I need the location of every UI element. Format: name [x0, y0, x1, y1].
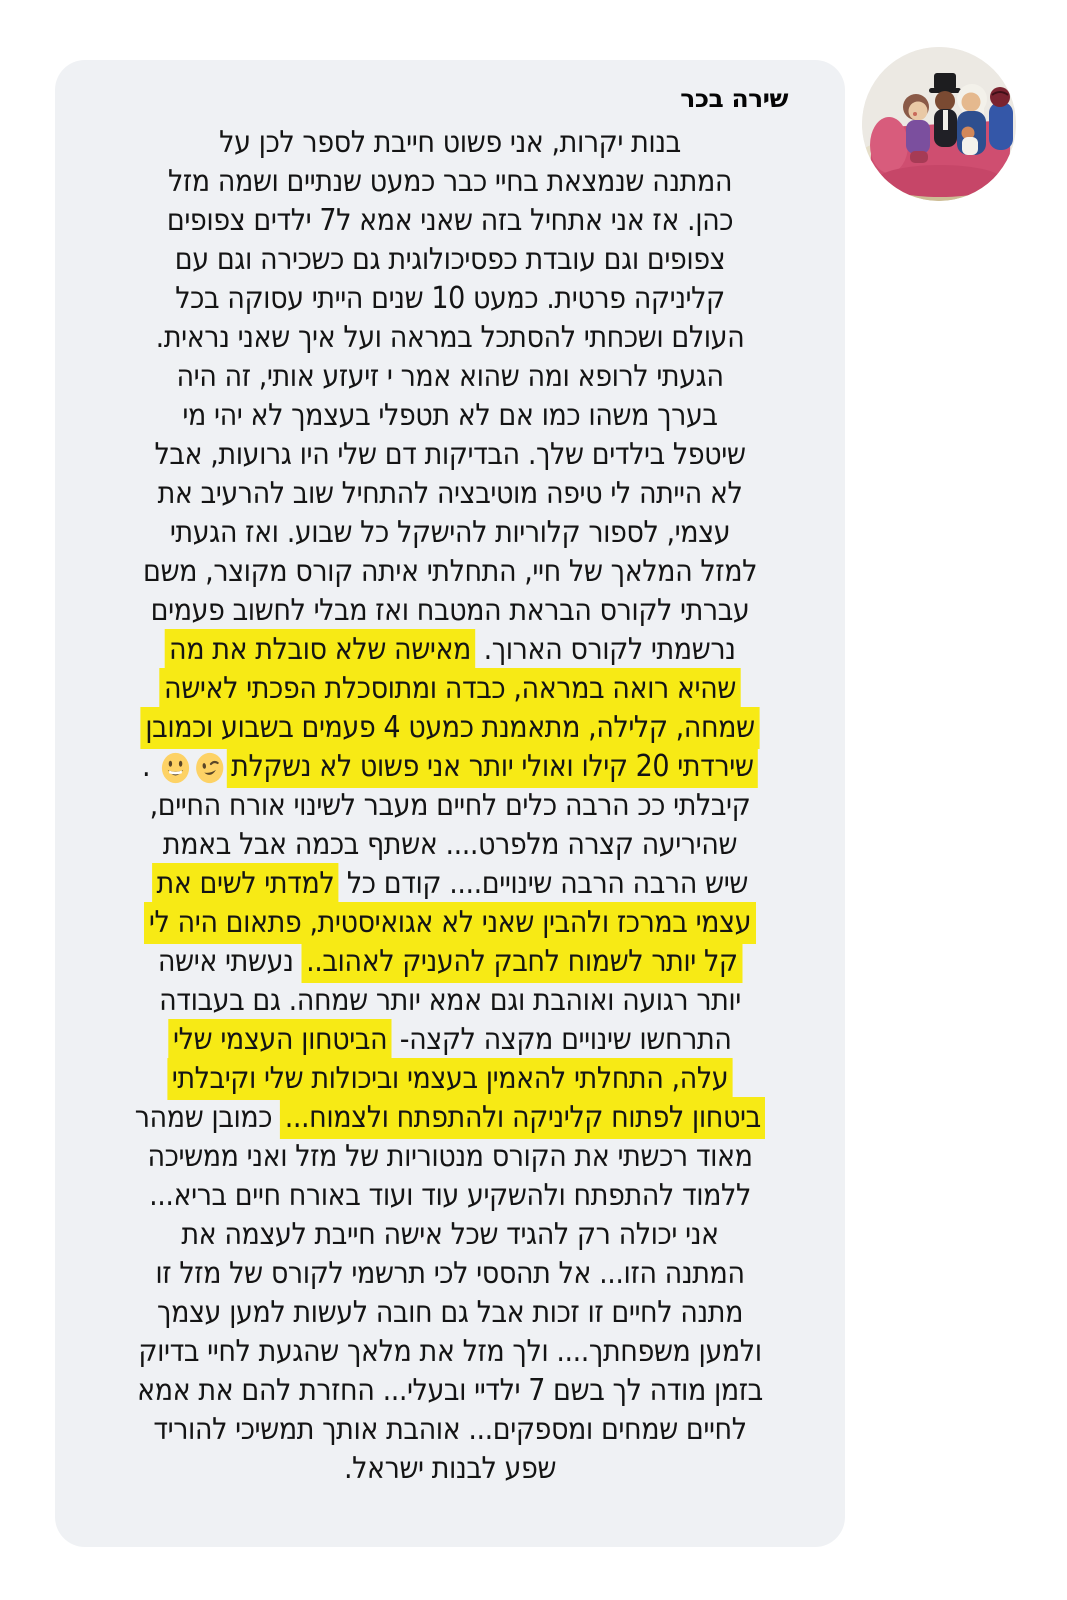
post-text-line [117, 708, 783, 747]
text-segment: למזל המלאך של חיי, התחלתי איתה קורס מקוצר, משם [143, 554, 757, 589]
post-text [80, 123, 820, 1488]
text-segment: לחיים שמחים ומספקים... אוהבת אותך תמשיכי להוריד [153, 1412, 747, 1447]
post-text-line [117, 240, 783, 279]
post-text-line [117, 1215, 783, 1254]
post-text-line [117, 630, 783, 669]
clay-family-avatar-image [862, 47, 1016, 201]
text-segment: הגעתי לרופא ומה שהוא אמר י זיעזע אותי, זה היה [176, 359, 724, 394]
post-text-line [117, 123, 783, 162]
post-text-line [117, 1098, 783, 1137]
post-text-line [117, 1410, 783, 1449]
text-segment: צפופים וגם עובדת כפסיכולוגית גם כשכירה וגם עם [174, 242, 726, 277]
post-text-line [117, 1254, 783, 1293]
post-text-line [117, 552, 783, 591]
text-segment: שפע לבנות ישראל. [343, 1451, 557, 1486]
text-segment: מתנה לחיים זו זכות אבל גם חובה לעשות למען עצמך [157, 1295, 743, 1330]
winking-face-emoji [194, 751, 225, 785]
grinning-face-emoji [160, 751, 191, 785]
post-text-line [117, 786, 783, 825]
text-segment: כמובן שמהר [134, 1100, 281, 1135]
text-segment: המתנה הזו... אל תהססי לכי תרשמי לקורס של מזל זו [155, 1256, 745, 1291]
text-segment: התרחשו שינויים מקצה לקצה- [391, 1022, 732, 1057]
text-segment: בנות יקרות, אני פשוט חייבת לספר לכן על [219, 125, 681, 160]
text-segment: נרשמתי לקורס הארוך. [475, 632, 736, 667]
post-text-line [117, 474, 783, 513]
post-text-line [117, 1176, 783, 1215]
post-text-line [117, 1371, 783, 1410]
text-segment: שיטפל בילדים שלך. הבדיקות דם שלי היו גרועות, אבל [154, 437, 746, 472]
text-segment: אני יכולה רק להגיד שכל אישה חייבת לעצמה את [181, 1217, 719, 1252]
text-segment: קיבלתי ככ הרבה כלים לחיים מעבר לשינוי אורח החיים, [149, 788, 751, 823]
highlighted-text: הביטחון העצמי שלי [169, 1019, 392, 1061]
post-text-line [117, 513, 783, 552]
highlighted-text: קל יותר לשמוח לחבק להעניק לאהוב.. [302, 941, 743, 983]
text-segment: עצמי, לספור קלוריות להישקל כל שבוע. ואז הגעתי [169, 515, 731, 550]
text-segment: יותר רגועה ואוהבת וגם אמא יותר שמחה. גם בעבודה [159, 983, 741, 1018]
comment-bubble [55, 60, 845, 1547]
post-text-line [117, 396, 783, 435]
post-text-line [117, 981, 783, 1020]
highlighted-text: שירדתי 20 קילו ואולי יותר אני פשוט לא נשקלת [227, 746, 758, 788]
post-text-line [117, 357, 783, 396]
commenter-name[interactable]: שירה בכר [680, 84, 788, 113]
post-text-line [117, 435, 783, 474]
post-text-line [117, 279, 783, 318]
text-segment: נעשתי אישה [157, 944, 302, 979]
highlighted-text: למדתי לשים את [152, 863, 339, 905]
post-text-line [117, 201, 783, 240]
highlighted-text: שמחה, קלילה, מתאמנת כמעט 4 פעמים בשבוע וכמובן [141, 707, 759, 749]
post-text-line [117, 669, 783, 708]
post-text-line [117, 1293, 783, 1332]
text-segment: בזמן מודה לך בשם 7 ילדיי ובעלי... החזרת להם את אמא [137, 1373, 763, 1408]
post-text-line [117, 1332, 783, 1371]
post-text-line [117, 1449, 783, 1488]
text-segment: המתנה שנמצאת בחיי כבר כמעט שנתיים ושמה מזל [167, 164, 733, 199]
post-text-line [117, 1020, 783, 1059]
highlighted-text: מאישה שלא סובלת את מה [165, 629, 476, 671]
post-text-line [117, 1137, 783, 1176]
highlighted-text: עלה, התחלתי להאמין בעצמי וביכולות שלי וקיבלתי [167, 1058, 732, 1100]
post-text-line [117, 1059, 783, 1098]
text-segment: כהן. אז אני אתחיל בזה שאני אמא ל7 ילדים צפופים [166, 203, 734, 238]
text-segment: קליניקה פרטית. כמעט 10 שנים הייתי עסוקה בכל [175, 281, 725, 316]
post-text-line [117, 591, 783, 630]
text-segment: ולמען משפחתך.... ולך מזל את מלאך שהגעת לחיי בדיוק [138, 1334, 762, 1369]
text-segment: מאוד רכשתי את הקורס מנטוריות של מזל ואני ממשיכה [147, 1139, 753, 1174]
text-segment: עברתי לקורס הבראת המטבח ואז מבלי לחשוב פעמים [150, 593, 750, 628]
text-segment: העולם ושכחתי להסתכל במראה ועל איך שאני נראית. [155, 320, 745, 355]
highlighted-text: עצמי במרכז ולהבין שאני לא אגואיסטית, פתאום היה לי [144, 902, 755, 944]
post-text-line [117, 318, 783, 357]
post-text-line [117, 747, 783, 786]
highlighted-text: ביטחון לפתוח קליניקה ולהתפתח ולצמוח... [280, 1097, 765, 1139]
post-text-line [117, 162, 783, 201]
post-text-line [117, 903, 783, 942]
text-segment: ללמוד להתפתח ולהשקיע עוד ועוד באורח חיים בריא... [149, 1178, 751, 1213]
text-segment: לא הייתה לי טיפה מוטיבציה להתחיל שוב להרעיב את [157, 476, 743, 511]
text-segment: . [141, 749, 159, 784]
text-segment: שהיריעה קצרה מלפרט.... אשתף בכמה אבל באמת [162, 827, 738, 862]
profile-avatar[interactable] [862, 47, 1016, 201]
post-text-line [117, 825, 783, 864]
post-text-line [117, 942, 783, 981]
text-segment: בערך משהו כמו אם לא תטפלי בעצמך לא יהי מי [182, 398, 718, 433]
text-segment: שיש הרבה הרבה שינויים.... קודם כל [338, 866, 748, 901]
highlighted-text: שהיא רואה במראה, כבדה ומתוסכלת הפכתי לאישה [160, 668, 741, 710]
post-text-line [117, 864, 783, 903]
